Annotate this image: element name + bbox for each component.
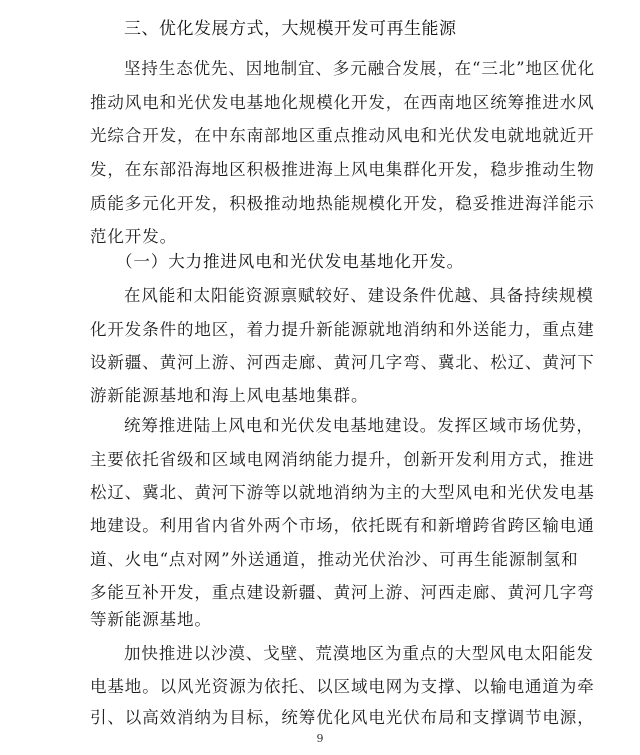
paragraph-line: 等新能源基地。 [90,610,212,629]
paragraph-line: 质能多元化开发，积极推动地热能规模化开发，稳妥推进海洋能示 [90,194,595,213]
section-heading: 三、优化发展方式，大规模开发可再生能源 [124,19,457,39]
paragraph-line: 主要依托省级和区域电网消纳能力提升，创新开发利用方式，推进 [90,450,595,469]
paragraph-line: 光综合开发，在中东南部地区重点推动风电和光伏发电就地就近开 [90,126,595,145]
paragraph-line: 统筹推进陆上风电和光伏发电基地建设。发挥区域市场优势， [124,416,594,435]
paragraph-line: 范化开发。 [90,227,177,246]
paragraph-line: 化开发条件的地区，着力提升新能源就地消纳和外送能力，重点建 [90,320,595,339]
page-number: 9 [316,732,324,745]
paragraph-line: 设新疆、黄河上游、河西走廊、黄河几字弯、冀北、松辽、黄河下 [90,353,595,372]
paragraph-line: 在风能和太阳能资源禀赋较好、建设条件优越、具备持续规模 [124,286,594,305]
paragraph-line: 电基地。以风光资源为依托、以区域电网为支撑、以输电通道为牵 [90,677,595,696]
paragraph-line: 推动风电和光伏发电基地化规模化开发，在西南地区统筹推进水风 [90,93,595,112]
paragraph-line: 发，在东部沿海地区积极推进海上风电集群化开发，稳步推动生物 [90,160,595,179]
paragraph-line: 道、火电“点对网”外送通道，推动光伏治沙、可再生能源制氢和 [90,550,579,569]
paragraph-line: 游新能源基地和海上风电基地集群。 [90,386,369,405]
subsection-heading: （一）大力推进风电和光伏发电基地化开发。 [116,252,464,271]
paragraph-line: 引、以高效消纳为目标，统筹优化风电光伏布局和支撑调节电源， [90,708,595,727]
paragraph-line: 加快推进以沙漠、戈壁、荒漠地区为重点的大型风电太阳能发 [124,644,594,663]
paragraph-line: 多能互补开发，重点建设新疆、黄河上游、河西走廊、黄河几字弯 [90,583,595,602]
paragraph-line: 地建设。利用省内省外两个市场，依托既有和新增跨省跨区输电通 [90,516,595,535]
paragraph-line: 松辽、冀北、黄河下游等以就地消纳为主的大型风电和光伏发电基 [90,483,595,502]
paragraph-line: 坚持生态优先、因地制宜、多元融合发展，在“三北”地区优化 [124,59,596,78]
